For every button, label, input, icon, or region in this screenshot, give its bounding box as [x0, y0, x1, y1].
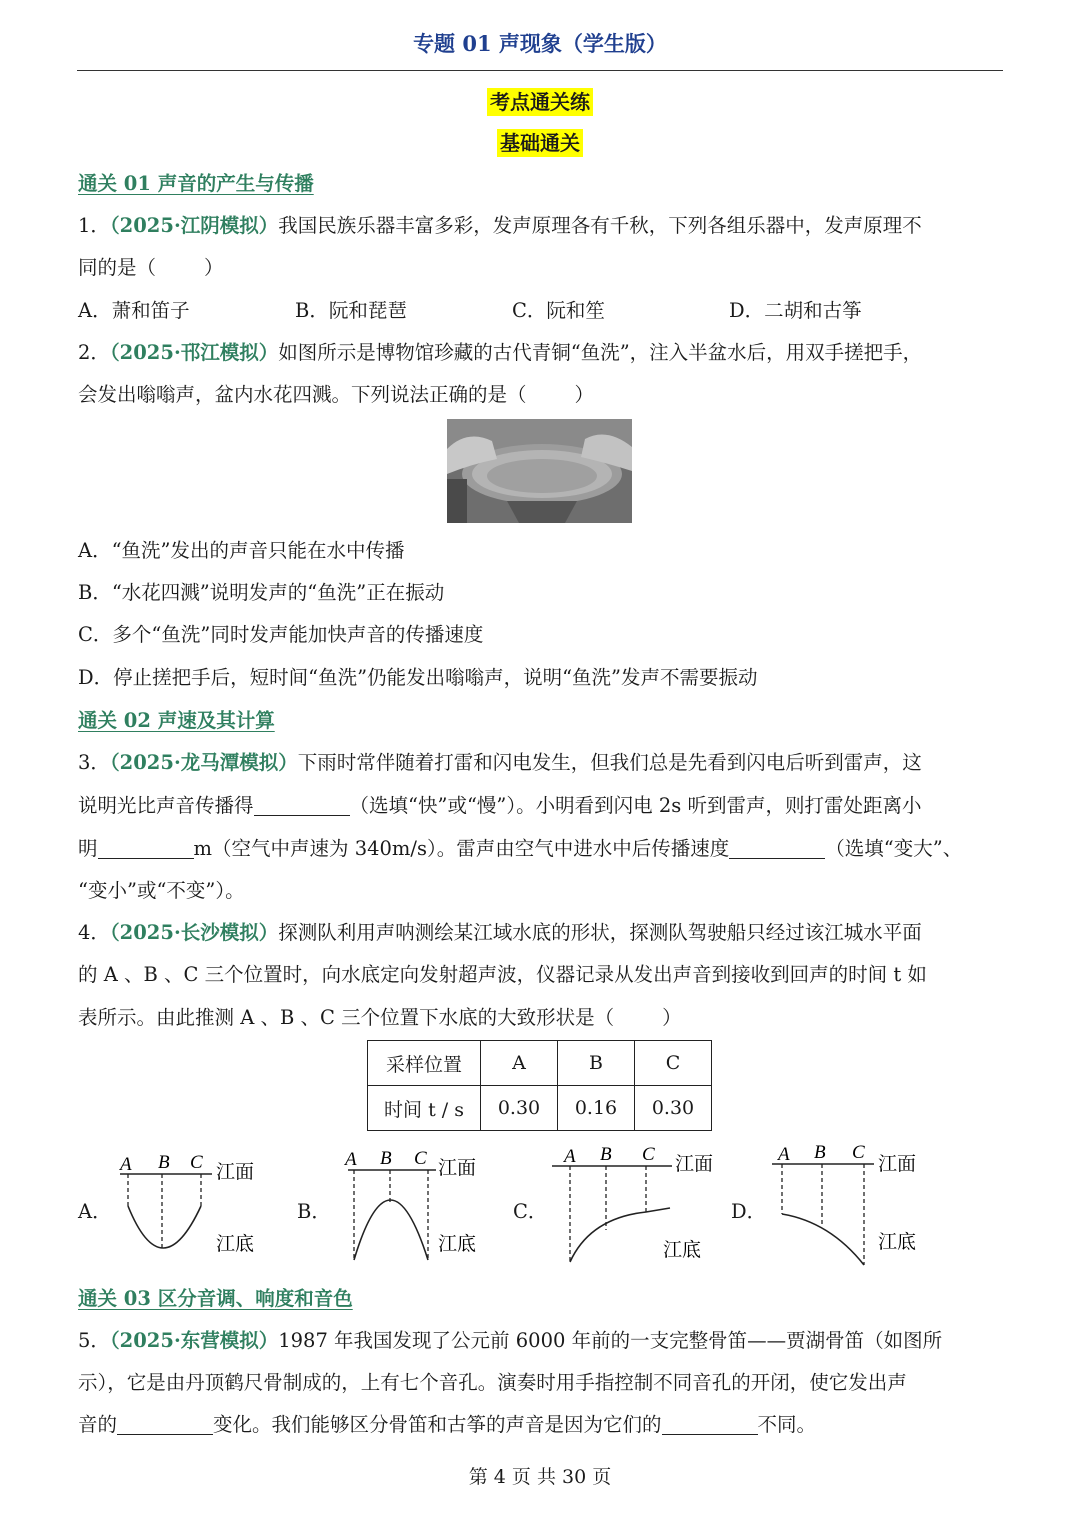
label-a: A	[778, 1144, 790, 1165]
title-rule	[77, 70, 1003, 71]
diagram-a	[108, 1140, 278, 1270]
q3-line2: 说明光比声音传播得 （选填“快”或“慢”）。小明看到闪电 2s 听到雷声，则打雷处距离小	[78, 794, 922, 817]
label-a: A	[345, 1149, 357, 1170]
q4-option-a: A．	[78, 1200, 112, 1223]
q2-option-d: D．停止搓把手后，短时间“鱼洗”仍能发出嗡嗡声，说明“鱼洗”发声不需要振动	[78, 666, 758, 689]
q1-option-a: A．萧和笛子	[78, 299, 190, 322]
table-cell: 0.30	[481, 1086, 558, 1131]
q4-option-d: D．	[731, 1200, 767, 1223]
label-c: C	[414, 1148, 427, 1169]
q2-line1: 2．（2025·邗江模拟）如图所示是博物馆珍藏的古代青铜“鱼洗”，注入半盆水后，用双手搓把手，	[78, 341, 923, 364]
diagram-c	[550, 1140, 730, 1270]
table-cell: 采样位置	[368, 1041, 481, 1086]
section-heading: 通关 02 声速及其计算	[78, 709, 275, 732]
table-cell: 时间 t / s	[368, 1086, 481, 1131]
table-cell: A	[481, 1041, 558, 1086]
label-c: C	[190, 1152, 203, 1173]
section-heading: 通关 01 声音的产生与传播	[78, 172, 314, 195]
q1-option-d: D．二胡和古筝	[729, 299, 862, 322]
q5-line3: 音的 变化。我们能够区分骨笛和古筝的声音是因为它们的 不同。	[78, 1413, 817, 1436]
surface-label: 江面	[675, 1154, 714, 1175]
label-c: C	[852, 1142, 865, 1163]
table-cell: C	[635, 1041, 712, 1086]
q2-option-c: C．多个“鱼洗”同时发声能加快声音的传播速度	[78, 623, 484, 646]
bottom-label: 江底	[438, 1234, 477, 1255]
q2-line2: 会发出嗡嗡声，盆内水花四溅。下列说法正确的是（ ）	[78, 383, 595, 406]
table-cell: 0.30	[635, 1086, 712, 1131]
q1-source: （2025·江阴模拟）	[109, 214, 279, 237]
q3-line1: 3．（2025·龙马潭模拟）下雨时常伴随着打雷和闪电发生，但我们总是先看到闪电后听到雷声，这	[78, 751, 922, 774]
q2-source: （2025·邗江模拟）	[109, 341, 279, 364]
surface-label: 江面	[878, 1154, 917, 1175]
surface-label: 江面	[438, 1158, 477, 1179]
q1-options	[78, 297, 1003, 325]
q1-line1: 1．（2025·江阴模拟）我国民族乐器丰富多彩，发声原理各有千秋，下列各组乐器中，发声原理不	[78, 214, 922, 237]
bottom-label: 江底	[878, 1232, 917, 1253]
q3-line3: 明 m（空气中声速为 340m/s）。雷声由空气中进水中后传播速度 （选填“变大”、	[78, 837, 963, 860]
q4-option-c: C．	[513, 1200, 548, 1223]
label-b: B	[814, 1142, 826, 1163]
answer-blank	[254, 795, 350, 816]
q4-option-b: B．	[297, 1200, 331, 1223]
q1-line2: 同的是（ ）	[78, 256, 224, 279]
page-title: 专题 01 声现象（学生版）	[413, 31, 667, 56]
practice-label: 考点通关练	[487, 88, 593, 116]
section-heading: 通关 03 区分音调、响度和音色	[78, 1287, 353, 1310]
q3-line4: “变小”或“不变”）。	[78, 879, 245, 902]
label-a: A	[564, 1146, 576, 1167]
diagram-d	[768, 1140, 948, 1270]
answer-blank	[662, 1414, 758, 1435]
q4-line1: 4．（2025·长沙模拟）探测队利用声呐测绘某江域水底的形状，探测队驾驶船只经过该江城水平面	[78, 921, 922, 944]
table-cell: B	[558, 1041, 635, 1086]
bottom-label: 江底	[216, 1234, 255, 1255]
surface-label: 江面	[216, 1162, 255, 1183]
q1-option-c: C．阮和笙	[512, 299, 605, 322]
table-row	[368, 1041, 712, 1086]
answer-blank	[98, 838, 194, 859]
q4-line2: 的 A 、B 、C 三个位置时，向水底定向发射超声波，仪器记录从发出声音到接收到回声的时间 t 如	[78, 963, 927, 986]
sampling-table	[367, 1040, 712, 1131]
page-footer: 第 4 页 共 30 页	[468, 1466, 612, 1488]
q1-option-b: B．阮和琵琶	[295, 299, 407, 322]
label-b: B	[600, 1144, 612, 1165]
table-cell: 0.16	[558, 1086, 635, 1131]
diagram-b	[330, 1140, 500, 1270]
q5-source: （2025·东营模拟）	[109, 1329, 279, 1352]
q5-line1: 5．（2025·东营模拟）1987 年我国发现了公元前 6000 年前的一支完整骨笛——贾湖骨笛（如图所	[78, 1329, 943, 1352]
bottom-label: 江底	[663, 1240, 702, 1261]
q3-source: （2025·龙马潭模拟）	[109, 751, 298, 774]
table-row	[368, 1086, 712, 1131]
q4-line3: 表所示。由此推测 A 、B 、C 三个位置下水底的大致形状是（ ）	[78, 1006, 682, 1029]
answer-blank	[729, 838, 825, 859]
q2-option-b: B．“水花四溅”说明发声的“鱼洗”正在振动	[78, 581, 445, 604]
label-b: B	[158, 1152, 170, 1173]
q5-line2: 示），它是由丹顶鹤尺骨制成的，上有七个音孔。演奏时用手指控制不同音孔的开闭，使它发出声	[78, 1371, 907, 1394]
q2-option-a: A．“鱼洗”发出的声音只能在水中传播	[78, 539, 405, 562]
label-a: A	[120, 1154, 132, 1175]
label-c: C	[642, 1144, 655, 1165]
label-b: B	[380, 1148, 392, 1169]
bronze-basin-photo	[447, 419, 632, 523]
basic-label: 基础通关	[497, 129, 583, 157]
q4-source: （2025·长沙模拟）	[109, 921, 279, 944]
answer-blank	[117, 1414, 213, 1435]
